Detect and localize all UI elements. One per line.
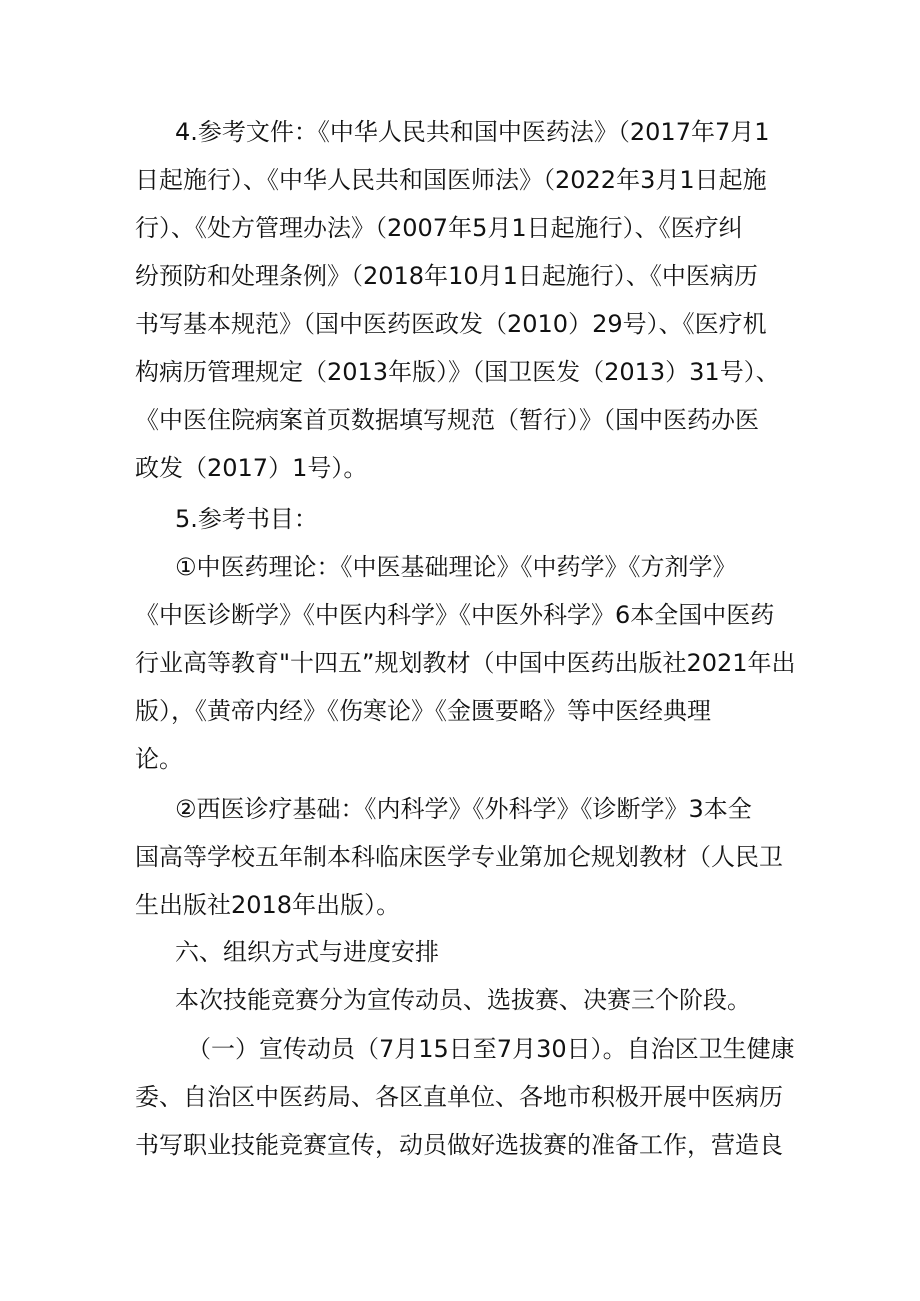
- text-line: 版），《黄帝内经》《伤寒论》《金匮要略》等中医经典理: [135, 697, 711, 725]
- paragraph-competition-stages: [135, 976, 785, 1024]
- text-line: 国高等学校五年制本科临床医学专业第加仑规划教材（人民卫: [135, 843, 783, 871]
- text-line: 行）、《处方管理办法》（2007年5月1日起施行）、《医疗纠: [135, 214, 743, 242]
- text-line: 委、自治区中医药局、各区直单位、各地市积极开展中医病历: [135, 1083, 783, 1111]
- text-line: 本次技能竞赛分为宣传动员、选拔赛、决赛三个阶段。: [175, 986, 751, 1014]
- text-line: 《中医住院病案首页数据填写规范（暂行）》（国中医药办医: [135, 406, 759, 434]
- text-line: 政发（2017）1号）。: [135, 454, 368, 482]
- text-line: ②西医诊疗基础：《内科学》《外科学》《诊断学》3本全: [175, 795, 752, 823]
- paragraph-tcm-theory-books: [135, 543, 796, 783]
- text-line: 《中医诊断学》《中医内科学》《中医外科学》6本全国中医药: [135, 601, 775, 629]
- paragraph-western-medicine-books: [135, 785, 785, 929]
- paragraph-reference-books-heading: [135, 495, 785, 543]
- text-line: 书写基本规范》（国中医药医政发（2010）29号）、《医疗机: [135, 310, 767, 338]
- paragraph-publicity-mobilization: [135, 1025, 795, 1169]
- paragraph-reference-documents: [135, 108, 785, 492]
- text-line: 纷预防和处理条例》（2018年10月1日起施行）、《中医病历: [135, 262, 758, 290]
- text-line: 5.参考书目：: [175, 505, 318, 533]
- text-line: 行业高等教育"十四五”规划教材（中国中医药出版社2021年出: [135, 649, 796, 677]
- text-line: 4.参考文件：《中华人民共和国中医药法》（2017年7月1: [175, 118, 770, 146]
- text-line: 日起施行）、《中华人民共和国医师法》（2022年3月1日起施: [135, 166, 767, 194]
- text-line: 书写职业技能竞赛宣传，动员做好选拔赛的准备工作，营造良: [135, 1131, 783, 1159]
- section-title: 六、组织方式与进度安排: [175, 938, 439, 966]
- text-line: ①中医药理论：《中医基础理论》《中药学》《方剂学》: [175, 553, 737, 581]
- text-line: （一）宣传动员（7月15日至7月30日）。自治区卫生健康: [187, 1035, 795, 1063]
- section-heading-organization: [135, 928, 785, 976]
- text-line: 构病历管理规定（2013年版）》（国卫医发（2013）31号）、: [135, 358, 780, 386]
- text-line: 生出版社2018年出版）。: [135, 891, 401, 919]
- text-line: 论。: [135, 745, 183, 773]
